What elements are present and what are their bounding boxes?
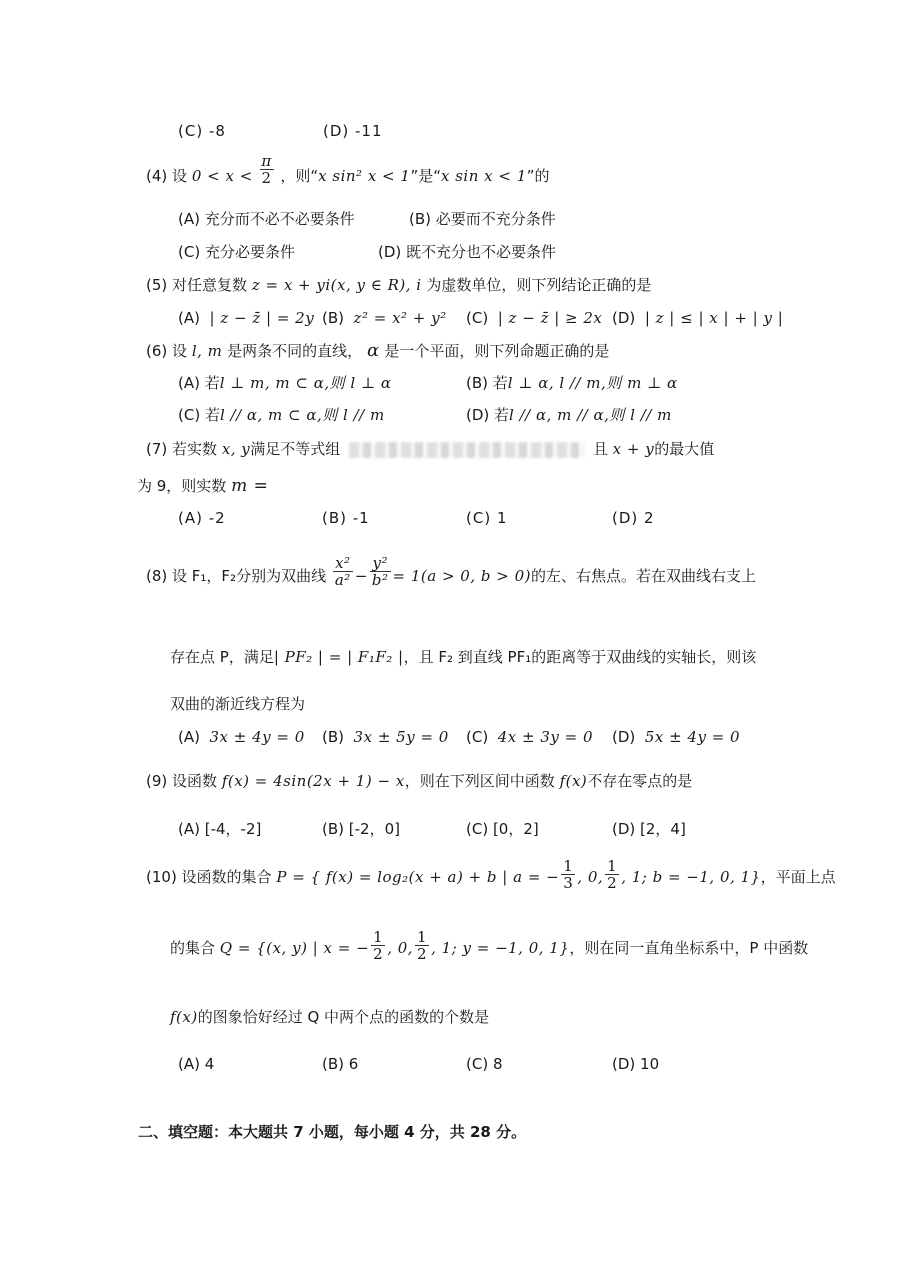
q10-q-one-2: 1 bbox=[417, 928, 428, 946]
q10-expr-c: , 1; b = −1, 0, 1} bbox=[621, 868, 761, 886]
q6-option-d-expr: l // α, m // α,则 l // m bbox=[509, 406, 672, 424]
q8-option-b-label: (B) bbox=[322, 728, 344, 746]
q9-expr: f(x) = 4sin(2x + 1) − x bbox=[221, 772, 405, 790]
q10-q-a: Q = {(x, y) | x = − bbox=[219, 939, 370, 957]
q10-line2-text: 的集合 bbox=[170, 939, 216, 957]
q8-option-c-expr: 4x ± 3y = 0 bbox=[497, 728, 594, 746]
q4-stem-text: (4) 设 bbox=[146, 167, 188, 185]
q5-option-b-label: (B) bbox=[322, 309, 344, 327]
q10-one-2: 1 bbox=[607, 857, 618, 875]
q6-option-c-label: (C) 若 bbox=[178, 406, 220, 424]
q8-y2: y² bbox=[372, 554, 388, 572]
q8-stem bbox=[146, 554, 757, 589]
q6-option-a bbox=[178, 373, 392, 393]
q8-stem-line3: 双曲的渐近线方程为 bbox=[170, 695, 306, 713]
q4-stem-text-3: ”是“ bbox=[410, 167, 441, 185]
q9-stem-text-2: ，则在下列区间中函数 bbox=[404, 772, 555, 790]
q10-frac-third bbox=[561, 858, 575, 891]
q6-stem-text: (6) 设 bbox=[146, 342, 188, 360]
q7-option-a: (A) -2 bbox=[178, 509, 226, 527]
q10-expr-b: , 0, bbox=[577, 868, 604, 886]
q5-stem-text-2: 为虚数单位，则下列结论正确的是 bbox=[426, 276, 652, 294]
q9-option-b: (B) [-2，0] bbox=[322, 820, 400, 838]
q4-expr1: x sin² x < 1 bbox=[318, 167, 411, 185]
q10-q-two: 2 bbox=[373, 945, 384, 963]
q7-option-c: (C) 1 bbox=[466, 509, 508, 527]
q6-option-c bbox=[178, 405, 385, 425]
q5-option-d bbox=[612, 308, 783, 328]
q8-option-b bbox=[322, 727, 449, 747]
q4-pi-over-2 bbox=[260, 153, 274, 186]
q8-option-d bbox=[612, 727, 740, 747]
q10-line2-text-2: ，则在同一直角坐标系中，P 中函数 bbox=[569, 939, 809, 957]
q4-expr2: x sin x < 1 bbox=[440, 167, 527, 185]
q6-option-a-label: (A) 若 bbox=[178, 374, 220, 392]
q5-option-c-label: (C) bbox=[466, 309, 489, 327]
q8-option-a-expr: 3x ± 4y = 0 bbox=[209, 728, 305, 746]
q8-option-d-label: (D) bbox=[612, 728, 636, 746]
q10-stem-line2 bbox=[170, 928, 809, 963]
q7-stem-text-2: 满足不等式组 bbox=[250, 440, 341, 458]
q6-option-b-label: (B) 若 bbox=[466, 374, 508, 392]
q10-three: 3 bbox=[563, 874, 574, 892]
q8-b2: b² bbox=[371, 571, 389, 589]
q6-option-d-label: (D) 若 bbox=[466, 406, 510, 424]
q4-two: 2 bbox=[261, 169, 272, 187]
q4-stem-text-4: ”的 bbox=[526, 167, 550, 185]
q8-option-c bbox=[466, 727, 593, 747]
q10-stem-line3 bbox=[170, 1007, 489, 1027]
q10-q-c: , 1; y = −1, 0, 1} bbox=[431, 939, 570, 957]
q7-option-b: (B) -1 bbox=[322, 509, 370, 527]
q5-option-a-label: (A) bbox=[178, 309, 200, 327]
q10-q-b: , 0, bbox=[387, 939, 414, 957]
q8-option-d-expr: 5x ± 4y = 0 bbox=[644, 728, 741, 746]
q7-stem-text-3: 且 bbox=[592, 440, 608, 458]
q10-two: 2 bbox=[607, 874, 618, 892]
q9-stem bbox=[146, 771, 692, 791]
q8-minus: − bbox=[354, 567, 368, 585]
q5-option-a bbox=[178, 308, 314, 328]
q8-stem-line2 bbox=[170, 647, 756, 667]
q5-option-c-expr: | z − z̄ | ≥ 2x bbox=[497, 309, 603, 327]
q7-stem-line2 bbox=[137, 476, 268, 496]
q6-plane-alpha: α bbox=[366, 340, 380, 361]
q5-option-d-expr: | z | ≤ | x | + | y | bbox=[644, 309, 784, 327]
q8-frac-y bbox=[370, 555, 391, 588]
q5-option-c bbox=[466, 308, 602, 328]
q8-option-a-label: (A) bbox=[178, 728, 200, 746]
q5-option-b-expr: z² = x² + y² bbox=[353, 309, 447, 327]
q8-stem-text-2: 的左、右焦点。若在双曲线右支上 bbox=[531, 567, 757, 585]
q4-condition: 0 < x < bbox=[191, 167, 253, 185]
q6-option-d bbox=[466, 405, 672, 425]
q10-fx: f(x) bbox=[170, 1008, 198, 1026]
section-2-heading: 二、填空题：本大题共 7 小题，每小题 4 分，共 28 分。 bbox=[138, 1123, 527, 1141]
q8-line2-text: 存在点 P，满足 bbox=[170, 648, 274, 666]
q10-one: 1 bbox=[563, 857, 574, 875]
q9-stem-text-3: 不存在零点的是 bbox=[587, 772, 693, 790]
q10-stem-text-2: ，平面上点 bbox=[760, 868, 836, 886]
q7-m: m = bbox=[231, 476, 269, 496]
q8-stem-text: (8) 设 F₁，F₂分别为双曲线 bbox=[146, 567, 327, 585]
q6-option-a-expr: l ⊥ m, m ⊂ α,则 l ⊥ α bbox=[219, 374, 392, 392]
q5-option-b bbox=[322, 308, 447, 328]
q4-stem-text-2: ，则“ bbox=[280, 167, 319, 185]
q7-stem-text-4: 的最大值 bbox=[654, 440, 715, 458]
q5-option-d-label: (D) bbox=[612, 309, 636, 327]
q10-stem bbox=[146, 857, 836, 892]
q4-option-a: (A) 充分而不必不必要条件 bbox=[178, 210, 355, 228]
q8-expr: | PF₂ | = | F₁F₂ | bbox=[273, 648, 404, 666]
q10-option-d: (D) 10 bbox=[612, 1055, 660, 1073]
q5-option-a-expr: | z − z̄ | = 2y bbox=[209, 309, 315, 327]
q6-option-c-expr: l // α, m ⊂ α,则 l // m bbox=[219, 406, 385, 424]
q8-option-b-expr: 3x ± 5y = 0 bbox=[353, 728, 449, 746]
q10-expr-a: P = { f(x) = log₂(x + a) + b | a = − bbox=[276, 868, 560, 886]
q9-option-d: (D) [2，4] bbox=[612, 820, 686, 838]
q10-option-b: (B) 6 bbox=[322, 1055, 359, 1073]
q4-pi: π bbox=[261, 152, 272, 170]
q10-option-a: (A) 4 bbox=[178, 1055, 215, 1073]
q10-option-c: (C) 8 bbox=[466, 1055, 503, 1073]
q7-stem-text-5: 为 9，则实数 bbox=[137, 477, 227, 495]
q6-stem bbox=[146, 341, 609, 361]
q7-option-d: (D) 2 bbox=[612, 509, 655, 527]
q7-sum: x + y bbox=[612, 440, 655, 458]
q4-option-b: (B) 必要而不充分条件 bbox=[409, 210, 556, 228]
q6-stem-text-3: 是一个平面，则下列命题正确的是 bbox=[384, 342, 610, 360]
q9-option-a: (A) [-4，-2] bbox=[178, 820, 262, 838]
q5-stem-text: (5) 对任意复数 bbox=[146, 276, 248, 294]
q6-option-b-expr: l ⊥ α, l // m,则 m ⊥ α bbox=[507, 374, 678, 392]
q3-option-d: (D) -11 bbox=[323, 122, 383, 140]
q6-lines-lm: l, m bbox=[191, 342, 223, 360]
q10-stem-text: (10) 设函数的集合 bbox=[146, 868, 272, 886]
q7-stem-text: (7) 若实数 bbox=[146, 440, 218, 458]
q8-option-c-label: (C) bbox=[466, 728, 489, 746]
q8-a2: a² bbox=[334, 571, 351, 589]
q9-stem-text: (9) 设函数 bbox=[146, 772, 218, 790]
q9-fx: f(x) bbox=[559, 772, 588, 790]
q4-option-c: (C) 充分必要条件 bbox=[178, 243, 295, 261]
q7-inequality-system-image bbox=[349, 442, 584, 458]
q10-line3-text: 的图象恰好经过 Q 中两个点的函数的个数是 bbox=[197, 1008, 490, 1026]
q8-x2: x² bbox=[335, 554, 351, 572]
q7-stem bbox=[146, 439, 714, 459]
q8-condition: = 1(a > 0, b > 0) bbox=[392, 567, 531, 585]
q8-line2-text-2: ，且 F₂ 到直线 PF₁的距离等于双曲线的实轴长，则该 bbox=[403, 648, 757, 666]
q10-frac-half bbox=[605, 858, 619, 891]
q5-stem bbox=[146, 275, 651, 295]
q4-option-d: (D) 既不充分也不必要条件 bbox=[378, 243, 557, 261]
q5-expr: z = x + yi(x, y ∈ R), i bbox=[251, 276, 422, 294]
q10-q-frac-half-2 bbox=[415, 929, 429, 962]
q10-q-frac-half bbox=[371, 929, 385, 962]
q8-frac-x bbox=[333, 555, 353, 588]
q9-option-c: (C) [0，2] bbox=[466, 820, 539, 838]
q4-stem bbox=[146, 152, 550, 187]
q10-q-one: 1 bbox=[373, 928, 384, 946]
q7-vars: x, y bbox=[221, 440, 251, 458]
q6-option-b bbox=[466, 373, 678, 393]
q6-stem-text-2: 是两条不同的直线， bbox=[227, 342, 363, 360]
q10-q-two-2: 2 bbox=[417, 945, 428, 963]
q8-option-a bbox=[178, 727, 305, 747]
q3-option-c: (C) -8 bbox=[178, 122, 226, 140]
